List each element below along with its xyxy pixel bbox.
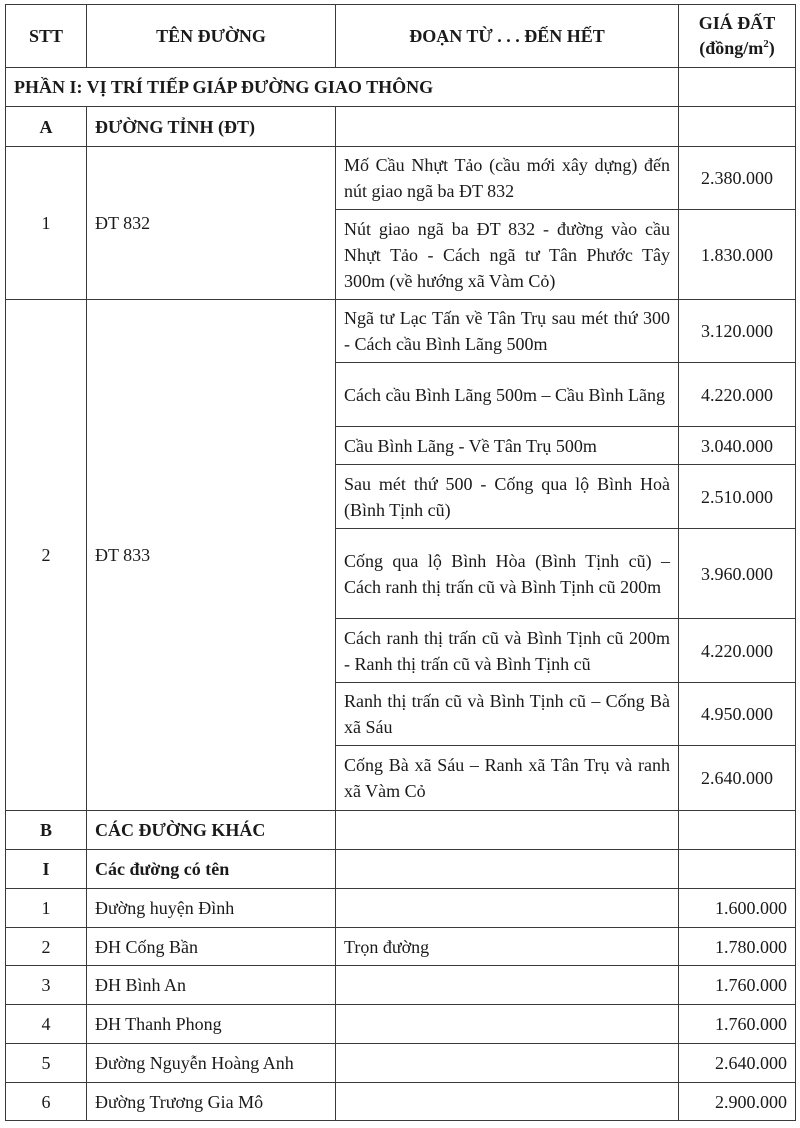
subgroup-stt: I <box>6 850 87 889</box>
price-cell: 2.380.000 <box>679 147 796 210</box>
price-cell: 4.220.000 <box>679 619 796 683</box>
road-segment <box>336 966 679 1005</box>
road-segment: Cầu Bình Lãng - Về Tân Trụ 500m <box>336 427 679 465</box>
subgroup-title: Các đường có tên <box>87 850 336 889</box>
road-name: Đường Trương Gia Mô <box>87 1083 336 1121</box>
road-stt: 3 <box>6 966 87 1005</box>
header-stt: STT <box>6 5 87 68</box>
price-cell: 4.950.000 <box>679 683 796 746</box>
group-row <box>6 107 796 147</box>
table-row <box>6 1083 796 1121</box>
road-name: Đường Nguyễn Hoàng Anh <box>87 1044 336 1083</box>
section-title-row <box>6 68 796 107</box>
group-stt: A <box>6 107 87 147</box>
price-cell: 1.830.000 <box>679 210 796 300</box>
price-cell: 2.900.000 <box>679 1083 796 1121</box>
road-segment <box>336 1044 679 1083</box>
table-row <box>6 889 796 928</box>
road-name: Đường huyện Đình <box>87 889 336 928</box>
price-cell: 4.220.000 <box>679 363 796 427</box>
table-row <box>6 928 796 966</box>
group-title: CÁC ĐƯỜNG KHÁC <box>87 811 336 850</box>
price-cell: 1.600.000 <box>679 889 796 928</box>
road-segment: Cống qua lộ Bình Hòa (Bình Tịnh cũ) – Cách ranh thị trấn cũ và Bình Tịnh cũ 200m <box>336 529 679 619</box>
road-name: ĐH Bình An <box>87 966 336 1005</box>
group-title: ĐƯỜNG TỈNH (ĐT) <box>87 107 336 147</box>
road-name: ĐT 833 <box>87 300 336 811</box>
header-gia-dat: GIÁ ĐẤT $(đồng/m^2)$ <box>679 5 796 68</box>
price-cell: 2.640.000 <box>679 1044 796 1083</box>
road-stt: 2 <box>6 300 87 811</box>
price-cell: 2.510.000 <box>679 465 796 529</box>
road-segment: Nút giao ngã ba ĐT 832 - đường vào cầu Nhựt Tảo - Cách ngã tư Tân Phước Tây 300m (về hướng xã Vàm Cỏ) <box>336 210 679 300</box>
group-stt: B <box>6 811 87 850</box>
road-segment: Sau mét thứ 500 - Cống qua lộ Bình Hoà (Bình Tịnh cũ) <box>336 465 679 529</box>
road-segment: Ranh thị trấn cũ và Bình Tịnh cũ – Cống Bà xã Sáu <box>336 683 679 746</box>
table-row <box>6 966 796 1005</box>
road-name: ĐH Cống Bần <box>87 928 336 966</box>
road-segment: Cách ranh thị trấn cũ và Bình Tịnh cũ 200m - Ranh thị trấn cũ và Bình Tịnh cũ <box>336 619 679 683</box>
road-stt: 6 <box>6 1083 87 1121</box>
header-ten-duong: TÊN ĐƯỜNG <box>87 5 336 68</box>
road-segment: Cách cầu Bình Lãng 500m – Cầu Bình Lãng <box>336 363 679 427</box>
table-row <box>6 1044 796 1083</box>
road-segment <box>336 1005 679 1044</box>
price-cell: 1.760.000 <box>679 966 796 1005</box>
group-row <box>6 811 796 850</box>
road-stt: 1 <box>6 147 87 300</box>
road-segment: Ngã tư Lạc Tấn về Tân Trụ sau mét thứ 300 - Cách cầu Bình Lãng 500m <box>336 300 679 363</box>
table-header-row <box>6 5 796 68</box>
price-cell: 1.760.000 <box>679 1005 796 1044</box>
price-cell: 3.960.000 <box>679 529 796 619</box>
road-stt: 2 <box>6 928 87 966</box>
road-segment: Trọn đường <box>336 928 679 966</box>
road-name: ĐT 832 <box>87 147 336 300</box>
table-row <box>6 300 796 363</box>
section-title: PHẦN I: VỊ TRÍ TIẾP GIÁP ĐƯỜNG GIAO THÔNG <box>6 68 679 107</box>
road-segment: Cống Bà xã Sáu – Ranh xã Tân Trụ và ranh xã Vàm Cỏ <box>336 746 679 811</box>
price-cell: 2.640.000 <box>679 746 796 811</box>
price-cell: 1.780.000 <box>679 928 796 966</box>
road-stt: 5 <box>6 1044 87 1083</box>
road-segment <box>336 889 679 928</box>
road-stt: 4 <box>6 1005 87 1044</box>
road-stt: 1 <box>6 889 87 928</box>
road-segment: Mố Cầu Nhựt Tảo (cầu mới xây dựng) đến nút giao ngã ba ĐT 832 <box>336 147 679 210</box>
header-doan-tu: ĐOẠN TỪ . . . ĐẾN HẾT <box>336 5 679 68</box>
road-name: ĐH Thanh Phong <box>87 1005 336 1044</box>
table-row <box>6 1005 796 1044</box>
price-cell: 3.120.000 <box>679 300 796 363</box>
subgroup-row <box>6 850 796 889</box>
land-price-table <box>5 4 796 1121</box>
price-cell: 3.040.000 <box>679 427 796 465</box>
table-row <box>6 147 796 210</box>
road-segment <box>336 1083 679 1121</box>
